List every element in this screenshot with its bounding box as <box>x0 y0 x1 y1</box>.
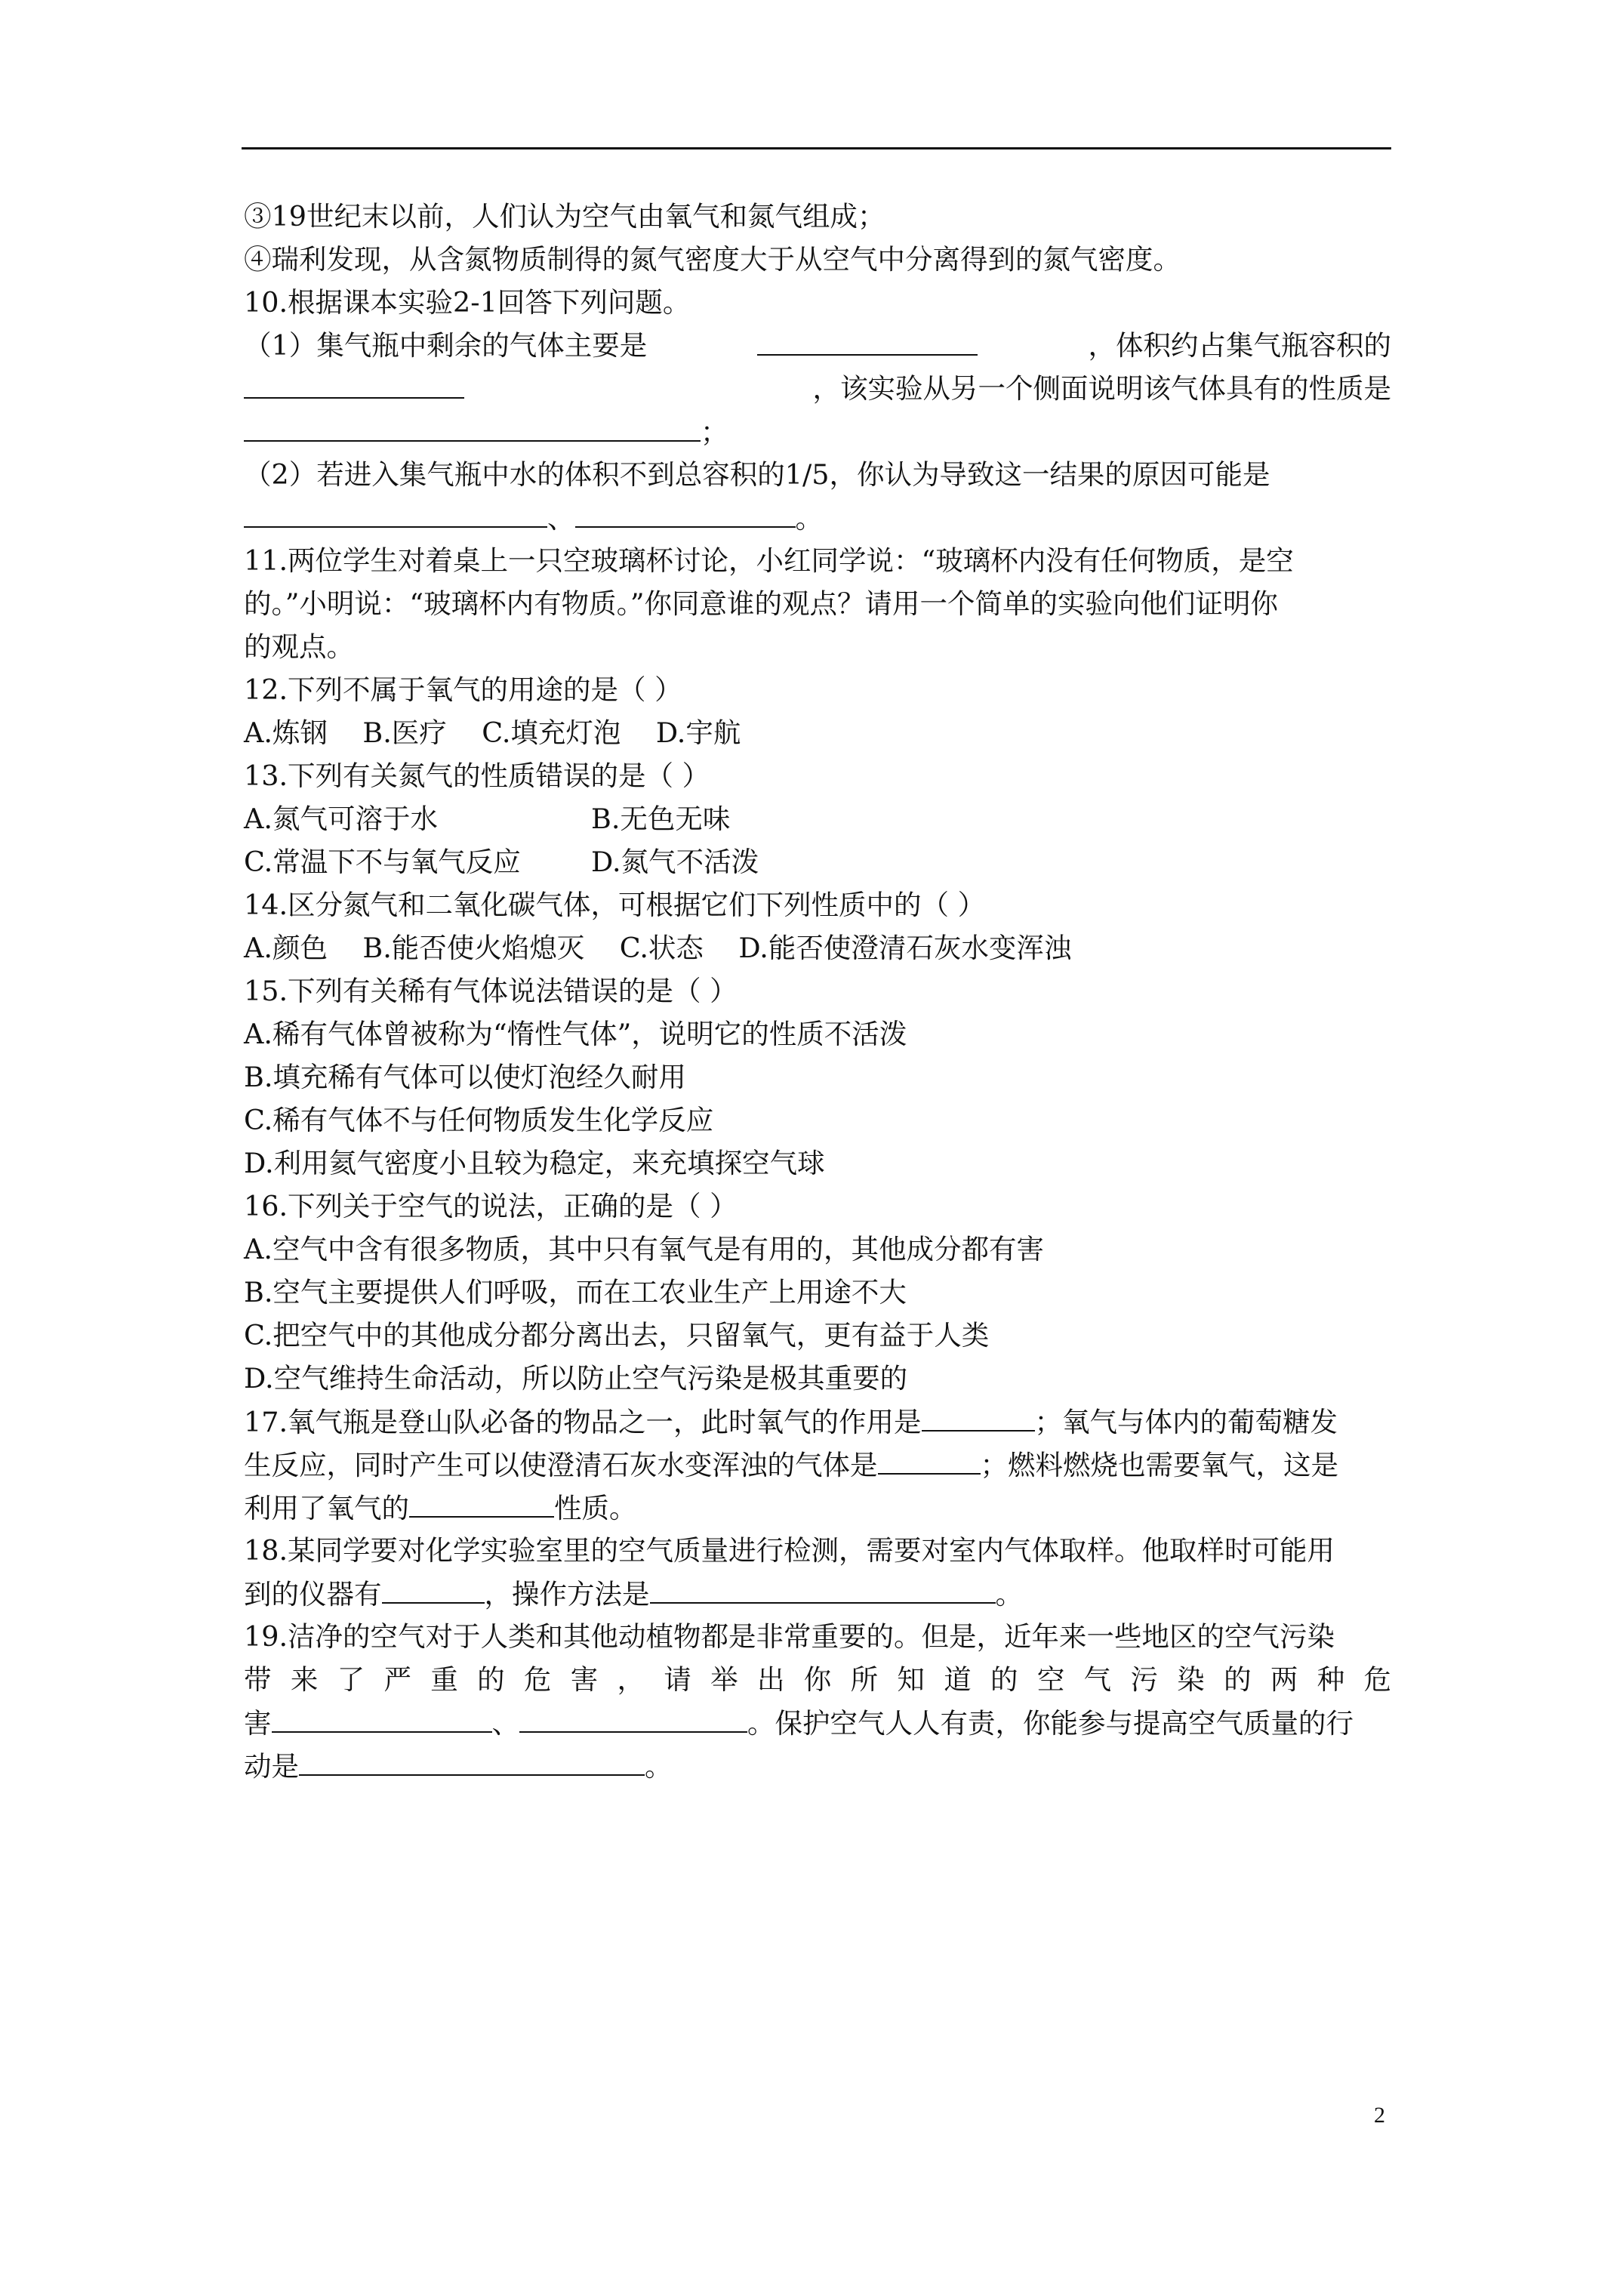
option-c: C.常温下不与氧气反应 <box>244 846 521 878</box>
option-c: C.稀有气体不与任何物质发生化学反应 <box>244 1104 714 1136</box>
question-12-options: A.炼钢 B.医疗 C.填充灯泡 D.宇航 <box>244 717 741 749</box>
char: 知 <box>897 1663 925 1696</box>
char: 种 <box>1317 1663 1345 1696</box>
option-a: A.稀有气体曾被称为“惰性气体”，说明它的性质不活泼 <box>244 1018 907 1050</box>
option-d: D.空气维持生命活动，所以防止空气污染是极其重要的 <box>244 1362 908 1395</box>
char: 的 <box>477 1663 505 1696</box>
char: ， <box>617 1663 645 1696</box>
text-segment: 到的仪器有 <box>244 1578 382 1610</box>
answer-blank[interactable] <box>244 410 701 442</box>
char: 所 <box>850 1663 879 1696</box>
question-19-line <box>244 1701 1391 1744</box>
question-19-line <box>244 1744 1391 1787</box>
answer-blank[interactable] <box>922 1400 1035 1432</box>
question-10-2-line <box>244 496 1391 539</box>
char: 你 <box>803 1663 832 1696</box>
answer-blank[interactable] <box>519 1701 747 1733</box>
text-segment: 、 <box>491 1707 519 1740</box>
text-segment: 。 <box>795 502 823 535</box>
answer-blank[interactable] <box>650 1572 996 1604</box>
answer-blank[interactable] <box>299 1744 645 1776</box>
char: 两 <box>1270 1663 1298 1696</box>
option-d: D.氮气不活泼 <box>591 846 759 878</box>
question-13-options <box>244 840 1391 883</box>
answer-blank[interactable] <box>244 496 547 528</box>
char: 来 <box>290 1663 319 1696</box>
text-segment: ；燃料燃烧也需要氧气，这是 <box>980 1449 1338 1481</box>
char: 的 <box>1224 1663 1252 1696</box>
answer-blank[interactable] <box>409 1486 554 1518</box>
char: 染 <box>1177 1663 1205 1696</box>
text-segment: ，操作方法是 <box>484 1578 650 1610</box>
question-13-title: 13.下列有关氮气的性质错误的是（ ） <box>244 760 710 792</box>
question-12-title: 12.下列不属于氧气的用途的是（ ） <box>244 673 682 706</box>
text-segment: 。 <box>645 1750 673 1783</box>
answer-blank[interactable] <box>272 1701 492 1733</box>
text-segment: ；氧气与体内的葡萄糖发 <box>1034 1406 1338 1438</box>
option-a: A.氮气可溶于水 <box>244 803 438 835</box>
question-10-title: 10.根据课本实验2-1回答下列问题。 <box>244 286 691 319</box>
text-segment: ，体积约占集气瓶容积的 <box>1088 329 1391 362</box>
option-b: B.填充稀有气体可以使灯泡经久耐用 <box>244 1061 686 1093</box>
question-10-2-line: （2）若进入集气瓶中水的体积不到总容积的1/5，你认为导致这一结果的原因可能是 <box>244 458 1270 491</box>
answer-blank[interactable] <box>878 1443 981 1475</box>
char: 严 <box>383 1663 411 1696</box>
question-17-line <box>244 1443 1391 1486</box>
option-a: A.空气中含有很多物质，其中只有氧气是有用的，其他成分都有害 <box>244 1233 1044 1265</box>
option-b: B.无色无味 <box>591 803 731 835</box>
option-c: C.把空气中的其他成分都分离出去，只留氧气，更有益于人类 <box>244 1319 990 1351</box>
text-segment: 害 <box>244 1707 272 1740</box>
text-segment: （1）集气瓶中剩余的气体主要是 <box>244 329 648 362</box>
text-segment: 动是 <box>244 1750 299 1783</box>
question-11-line: 的观点。 <box>244 630 354 663</box>
option-b: B.空气主要提供人们呼吸，而在工农业生产上用途不大 <box>244 1276 907 1308</box>
text-segment: 性质。 <box>554 1492 637 1524</box>
question-11-line: 11.两位学生对着桌上一只空玻璃杯讨论，小红同学说：“玻璃杯内没有任何物质，是空 <box>244 544 1294 577</box>
question-14-options: A.颜色 B.能否使火焰熄灭 C.状态 D.能否使澄清石灰水变浑浊 <box>244 932 1072 964</box>
question-19-spaced-line <box>244 1658 1391 1701</box>
header-rule <box>242 147 1391 149</box>
char: 出 <box>756 1663 785 1696</box>
char: 道 <box>944 1663 972 1696</box>
char: 带 <box>244 1663 272 1696</box>
question-14-title: 14.区分氮气和二氧化碳气体，可根据它们下列性质中的（ ） <box>244 889 986 921</box>
char: 气 <box>1083 1663 1112 1696</box>
question-16-title: 16.下列关于空气的说法，正确的是（ ） <box>244 1190 738 1222</box>
char: 危 <box>523 1663 552 1696</box>
char: 空 <box>1036 1663 1065 1696</box>
text-segment: ，该实验从另一个侧面说明该气体具有的性质是 <box>812 372 1391 405</box>
answer-blank[interactable] <box>382 1572 485 1604</box>
char: 重 <box>430 1663 458 1696</box>
text-segment: 17.氧气瓶是登山队必备的物品之一，此时氧气的作用是 <box>244 1406 922 1438</box>
answer-blank[interactable] <box>757 324 978 356</box>
question-18-line: 18.某同学要对化学实验室里的空气质量进行检测，需要对室内气体取样。他取样时可能用 <box>244 1534 1335 1567</box>
text-line: ④瑞利发现，从含氮物质制得的氮气密度大于从空气中分离得到的氮气密度。 <box>244 243 1181 276</box>
answer-blank[interactable] <box>575 496 796 528</box>
question-17-line <box>244 1486 1391 1529</box>
question-11-line: 的。”小明说：“玻璃杯内有物质。”你同意谁的观点？请用一个简单的实验向他们证明你 <box>244 587 1278 620</box>
question-17-line <box>244 1400 1391 1443</box>
text-segment: ； <box>701 416 728 448</box>
answer-blank[interactable] <box>244 367 464 399</box>
question-10-1-line <box>244 324 1391 367</box>
char: 请 <box>664 1663 691 1696</box>
text-segment: 利用了氧气的 <box>244 1492 409 1524</box>
char: 的 <box>990 1663 1018 1696</box>
text-segment: 。保护空气人人有责，你能参与提高空气质量的行 <box>747 1707 1354 1740</box>
question-18-line <box>244 1572 1391 1615</box>
char: 害 <box>570 1663 599 1696</box>
text-segment: 。 <box>995 1578 1023 1610</box>
option-d: D.利用氦气密度小且较为稳定，来充填探空气球 <box>244 1147 825 1179</box>
text-line: ③19世纪末以前，人们认为空气由氧气和氮气组成； <box>244 200 885 233</box>
question-10-1-line <box>244 367 1391 410</box>
question-13-options <box>244 797 1391 840</box>
page-number: 2 <box>1374 2103 1385 2128</box>
char: 举 <box>710 1663 738 1696</box>
question-15-title: 15.下列有关稀有气体说法错误的是（ ） <box>244 975 738 1007</box>
document-body <box>244 195 1391 1787</box>
char: 了 <box>337 1663 365 1696</box>
text-segment: 生反应，同时产生可以使澄清石灰水变浑浊的气体是 <box>244 1449 878 1481</box>
question-10-1-line <box>244 410 1391 453</box>
question-19-line: 19.洁净的空气对于人类和其他动植物都是非常重要的。但是，近年来一些地区的空气污染 <box>244 1620 1335 1653</box>
char: 危 <box>1363 1663 1391 1696</box>
char: 污 <box>1130 1663 1158 1696</box>
text-segment: 、 <box>547 502 575 535</box>
